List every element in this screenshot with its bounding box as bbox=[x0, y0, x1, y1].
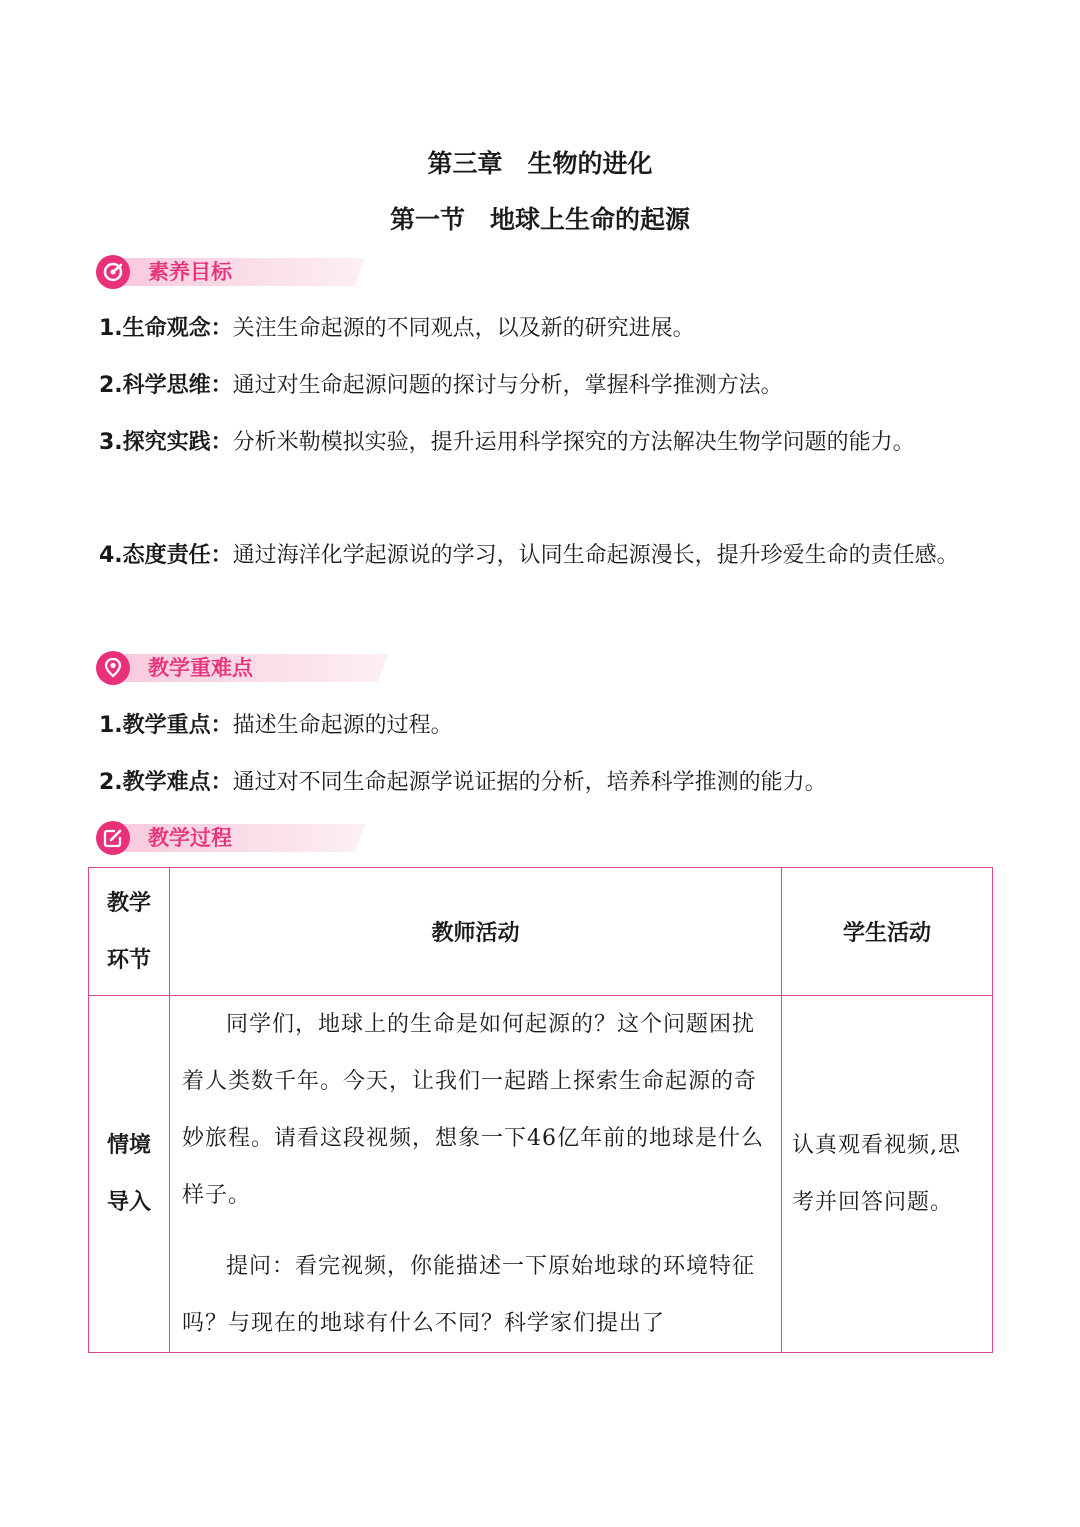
teaching-process-table bbox=[88, 867, 993, 1353]
table-header-row bbox=[89, 868, 993, 996]
header-student: 学生活动 bbox=[782, 868, 993, 996]
section-label: 素养目标 bbox=[148, 260, 232, 284]
table-row bbox=[89, 996, 993, 1353]
target-icon bbox=[96, 255, 130, 289]
goal-item: 4.态度责任：通过海洋化学起源说的学习，认同生命起源漫长，提升珍爱生命的责任感。 bbox=[99, 543, 959, 568]
teacher-paragraph: 提问：看完视频，你能描述一下原始地球的环境特征吗？与现在的地球有什么不同？科学家们提出了 bbox=[182, 1254, 756, 1336]
section-title: 第一节 地球上生命的起源 bbox=[389, 205, 690, 234]
edit-icon bbox=[96, 821, 130, 855]
keypoint-item: 1.教学重点：描述生命起源的过程。 bbox=[99, 713, 453, 738]
teacher-activity-cell bbox=[170, 996, 782, 1353]
goal-item: 2.科学思维：通过对生命起源问题的探讨与分析，掌握科学推测方法。 bbox=[99, 373, 783, 398]
goal-item: 1.生命观念：关注生命起源的不同观点，以及新的研究进展。 bbox=[99, 316, 695, 341]
section-label: 教学过程 bbox=[148, 826, 232, 850]
student-activity-cell: 认真观看视频,思考并回答问题。 bbox=[782, 996, 993, 1353]
teacher-paragraph: 同学们，地球上的生命是如何起源的？这个问题困扰着人类数千年。今天，让我们一起踏上探索生命起源的奇妙旅程。请看这段视频，想象一下46亿年前的地球是什么样子。 bbox=[182, 1012, 764, 1208]
header-stage: 教学 环节 bbox=[89, 868, 170, 996]
keypoint-item: 2.教学难点：通过对不同生命起源学说证据的分析，培养科学推测的能力。 bbox=[99, 770, 827, 795]
header-teacher: 教师活动 bbox=[170, 868, 782, 996]
stage-cell: 情境 导入 bbox=[89, 996, 170, 1353]
chapter-title: 第三章 生物的进化 bbox=[427, 149, 653, 178]
location-pin-icon bbox=[96, 651, 130, 685]
section-label: 教学重难点 bbox=[148, 656, 253, 680]
goal-item: 3.探究实践：分析米勒模拟实验，提升运用科学探究的方法解决生物学问题的能力。 bbox=[99, 430, 915, 455]
